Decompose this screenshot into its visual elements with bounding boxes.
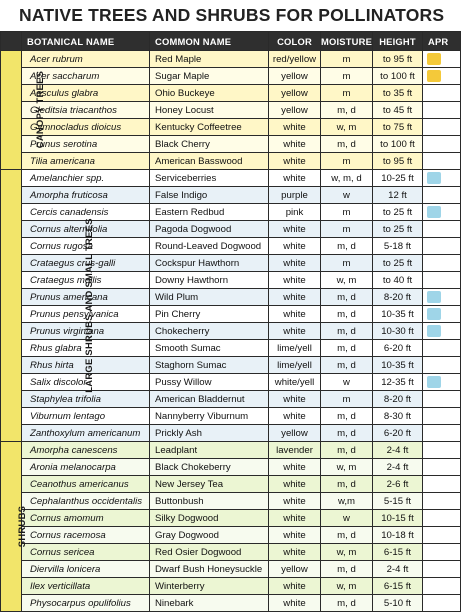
color-cell: white/yell (269, 374, 321, 391)
bloom-month-cell (423, 187, 461, 204)
color-cell: white (269, 136, 321, 153)
height-cell: 10-25 ft (373, 170, 423, 187)
botanical-name-cell: Gleditsia triacanthos (22, 102, 150, 119)
botanical-name-cell: Viburnum lentago (22, 408, 150, 425)
bloom-month-cell (423, 136, 461, 153)
table-row (1, 153, 461, 170)
height-cell: 5-10 ft (373, 595, 423, 612)
bloom-month-cell (423, 527, 461, 544)
height-cell: 10-15 ft (373, 510, 423, 527)
height-cell: 12 ft (373, 187, 423, 204)
common-name-cell: American Bladdernut (150, 391, 269, 408)
common-name-cell: Leadplant (150, 442, 269, 459)
botanical-name-cell: Cornus amomum (22, 510, 150, 527)
color-cell: white (269, 289, 321, 306)
moisture-cell: w, m, d (321, 170, 373, 187)
moisture-cell: m (321, 153, 373, 170)
color-cell: red/yellow (269, 51, 321, 68)
botanical-name-cell: Staphylea trifolia (22, 391, 150, 408)
common-name-cell: Ohio Buckeye (150, 85, 269, 102)
common-name-cell: Kentucky Coffeetree (150, 119, 269, 136)
botanical-name-cell: Amorpha fruticosa (22, 187, 150, 204)
height-cell: 10-18 ft (373, 527, 423, 544)
bloom-month-cell (423, 357, 461, 374)
moisture-cell: m, d (321, 425, 373, 442)
table-row (1, 102, 461, 119)
height-cell: 2-4 ft (373, 561, 423, 578)
common-name-cell: Wild Plum (150, 289, 269, 306)
group-label-text: LARGE SHRUBS AND SMALL TREES (82, 217, 94, 393)
color-cell: lavender (269, 442, 321, 459)
group-label-text: SHRUBS (16, 505, 28, 547)
height-cell: to 40 ft (373, 272, 423, 289)
height-cell: to 100 ft (373, 136, 423, 153)
header-moisture: MOISTURE (321, 32, 373, 51)
bloom-month-cell (423, 153, 461, 170)
common-name-cell: Nannyberry Viburnum (150, 408, 269, 425)
botanical-name-cell: Tilia americana (22, 153, 150, 170)
table-row (1, 306, 461, 323)
moisture-cell: m (321, 221, 373, 238)
color-cell: white (269, 170, 321, 187)
color-cell: purple (269, 187, 321, 204)
moisture-cell: m, d (321, 102, 373, 119)
moisture-cell: m (321, 68, 373, 85)
table-row (1, 459, 461, 476)
table-row (1, 408, 461, 425)
common-name-cell: Staghorn Sumac (150, 357, 269, 374)
botanical-name-cell: Cephalanthus occidentalis (22, 493, 150, 510)
botanical-name-cell: Diervilla lonicera (22, 561, 150, 578)
height-cell: 6-15 ft (373, 578, 423, 595)
color-cell: white (269, 544, 321, 561)
botanical-name-cell: Crataegus mollis (22, 272, 150, 289)
table-row (1, 170, 461, 187)
bloom-month-cell (423, 340, 461, 357)
moisture-cell: w, m (321, 544, 373, 561)
color-cell: white (269, 408, 321, 425)
height-cell: to 25 ft (373, 255, 423, 272)
common-name-cell: Gray Dogwood (150, 527, 269, 544)
color-cell: white (269, 578, 321, 595)
botanical-name-cell: Physocarpus opulifolius (22, 595, 150, 612)
bloom-month-cell (423, 102, 461, 119)
moisture-cell: m, d (321, 527, 373, 544)
height-cell: to 100 ft (373, 68, 423, 85)
botanical-name-cell: Amorpha canescens (22, 442, 150, 459)
table-row (1, 425, 461, 442)
height-cell: 6-20 ft (373, 425, 423, 442)
common-name-cell: Smooth Sumac (150, 340, 269, 357)
botanical-name-cell: Cornus racemosa (22, 527, 150, 544)
botanical-name-cell: Crataegus crus-galli (22, 255, 150, 272)
bloom-month-cell (423, 68, 461, 85)
common-name-cell: Chokecherry (150, 323, 269, 340)
color-cell: lime/yell (269, 340, 321, 357)
common-name-cell: Pin Cherry (150, 306, 269, 323)
header-height: HEIGHT (373, 32, 423, 51)
page-title: NATIVE TREES AND SHRUBS FOR POLLINATORS (19, 5, 445, 25)
botanical-name-cell: Rhus glabra (22, 340, 150, 357)
common-name-cell: Serviceberries (150, 170, 269, 187)
table-row (1, 85, 461, 102)
moisture-cell: w, m (321, 119, 373, 136)
height-cell: 10-35 ft (373, 306, 423, 323)
color-cell: yellow (269, 102, 321, 119)
botanical-name-cell: Prunus pensylvanica (22, 306, 150, 323)
botanical-name-cell: Cornus rugosa (22, 238, 150, 255)
bloom-month-cell (423, 561, 461, 578)
table-row (1, 357, 461, 374)
header-common-name: COMMON NAME (150, 32, 269, 51)
bloom-month-cell (423, 459, 461, 476)
color-cell: white (269, 238, 321, 255)
table-row (1, 187, 461, 204)
common-name-cell: Winterberry (150, 578, 269, 595)
moisture-cell: w, m (321, 272, 373, 289)
height-cell: 2-6 ft (373, 476, 423, 493)
height-cell: to 75 ft (373, 119, 423, 136)
moisture-cell: m (321, 51, 373, 68)
table-row (1, 578, 461, 595)
table-row (1, 119, 461, 136)
height-cell: 10-30 ft (373, 323, 423, 340)
moisture-cell: m, d (321, 340, 373, 357)
botanical-name-cell: Prunus virginiana (22, 323, 150, 340)
moisture-cell: m (321, 255, 373, 272)
table-row (1, 442, 461, 459)
color-cell: white (269, 255, 321, 272)
color-cell: white (269, 493, 321, 510)
moisture-cell: w, m (321, 578, 373, 595)
table-row (1, 561, 461, 578)
color-cell: white (269, 527, 321, 544)
bloom-month-cell (423, 323, 461, 340)
height-cell: 5-15 ft (373, 493, 423, 510)
height-cell: to 25 ft (373, 204, 423, 221)
common-name-cell: Cockspur Hawthorn (150, 255, 269, 272)
color-cell: pink (269, 204, 321, 221)
table-row (1, 391, 461, 408)
common-name-cell: Red Osier Dogwood (150, 544, 269, 561)
bloom-bar (427, 53, 441, 65)
table-row (1, 204, 461, 221)
color-cell: white (269, 459, 321, 476)
height-cell: to 95 ft (373, 153, 423, 170)
common-name-cell: Downy Hawthorn (150, 272, 269, 289)
botanical-name-cell: Rhus hirta (22, 357, 150, 374)
color-cell: white (269, 323, 321, 340)
table-row (1, 255, 461, 272)
bloom-month-cell (423, 119, 461, 136)
bloom-month-cell (423, 289, 461, 306)
common-name-cell: Prickly Ash (150, 425, 269, 442)
table-row (1, 340, 461, 357)
height-cell: to 35 ft (373, 85, 423, 102)
bloom-month-cell (423, 476, 461, 493)
bloom-month-cell (423, 595, 461, 612)
moisture-cell: m, d (321, 136, 373, 153)
common-name-cell: American Basswood (150, 153, 269, 170)
bloom-month-cell (423, 272, 461, 289)
table-row (1, 544, 461, 561)
bloom-month-cell (423, 442, 461, 459)
table-row (1, 68, 461, 85)
bloom-bar (427, 172, 441, 184)
botanical-name-cell: Gymnocladus dioicus (22, 119, 150, 136)
color-cell: white (269, 476, 321, 493)
height-cell: 6-20 ft (373, 340, 423, 357)
common-name-cell: New Jersey Tea (150, 476, 269, 493)
color-cell: white (269, 595, 321, 612)
color-cell: white (269, 221, 321, 238)
botanical-name-cell: Prunus americana (22, 289, 150, 306)
color-cell: white (269, 391, 321, 408)
color-cell: yellow (269, 425, 321, 442)
bloom-month-cell (423, 493, 461, 510)
moisture-cell: w (321, 510, 373, 527)
moisture-cell: w (321, 187, 373, 204)
moisture-cell: w (321, 374, 373, 391)
bloom-month-cell (423, 425, 461, 442)
moisture-cell: m, d (321, 357, 373, 374)
botanical-name-cell: Acer saccharum (22, 68, 150, 85)
bloom-month-cell (423, 408, 461, 425)
height-cell: 10-35 ft (373, 357, 423, 374)
common-name-cell: Black Chokeberry (150, 459, 269, 476)
bloom-bar (427, 206, 441, 218)
bloom-bar (427, 70, 441, 82)
moisture-cell: m (321, 85, 373, 102)
bloom-bar (427, 376, 441, 388)
table-row (1, 272, 461, 289)
moisture-cell: m, d (321, 323, 373, 340)
header-color: COLOR (269, 32, 321, 51)
botanical-name-cell: Ceanothus americanus (22, 476, 150, 493)
botanical-name-cell: Aronia melanocarpa (22, 459, 150, 476)
bloom-bar (427, 291, 441, 303)
bloom-month-cell (423, 221, 461, 238)
color-cell: white (269, 272, 321, 289)
height-cell: to 95 ft (373, 51, 423, 68)
moisture-cell: m, d (321, 238, 373, 255)
common-name-cell: Round-Leaved Dogwood (150, 238, 269, 255)
height-cell: 2-4 ft (373, 459, 423, 476)
bloom-month-cell (423, 51, 461, 68)
table-row (1, 221, 461, 238)
group-label-text: CANOPY TREES (34, 70, 46, 149)
bloom-month-cell (423, 255, 461, 272)
bloom-bar (427, 308, 441, 320)
header-botanical-name: BOTANICAL NAME (22, 32, 150, 51)
bloom-month-cell (423, 510, 461, 527)
common-name-cell: Pussy Willow (150, 374, 269, 391)
botanical-name-cell: Aesculus glabra (22, 85, 150, 102)
botanical-name-cell: Cercis canadensis (22, 204, 150, 221)
table-row (1, 493, 461, 510)
table-row (1, 238, 461, 255)
height-cell: to 25 ft (373, 221, 423, 238)
color-cell: yellow (269, 68, 321, 85)
common-name-cell: Buttonbush (150, 493, 269, 510)
moisture-cell: m, d (321, 476, 373, 493)
common-name-cell: Dwarf Bush Honeysuckle (150, 561, 269, 578)
common-name-cell: Black Cherry (150, 136, 269, 153)
bloom-month-cell (423, 238, 461, 255)
color-cell: yellow (269, 561, 321, 578)
height-cell: to 45 ft (373, 102, 423, 119)
moisture-cell: m, d (321, 306, 373, 323)
height-cell: 8-20 ft (373, 391, 423, 408)
table-row (1, 476, 461, 493)
botanical-name-cell: Amelanchier spp. (22, 170, 150, 187)
bloom-month-cell (423, 204, 461, 221)
group-label-shrubs (1, 442, 28, 612)
bloom-month-cell (423, 374, 461, 391)
botanical-name-cell: Zanthoxylum americanum (22, 425, 150, 442)
table-row (1, 527, 461, 544)
bloom-month-cell (423, 391, 461, 408)
color-cell: lime/yell (269, 357, 321, 374)
height-cell: 8-30 ft (373, 408, 423, 425)
header-month-apr: APR (423, 32, 461, 51)
group-header-cell (1, 32, 22, 51)
moisture-cell: m, d (321, 442, 373, 459)
height-cell: 5-18 ft (373, 238, 423, 255)
botanical-name-cell: Cornus alternifolia (22, 221, 150, 238)
table-body (1, 51, 461, 612)
height-cell: 6-15 ft (373, 544, 423, 561)
group-label-canopy (1, 51, 46, 170)
common-name-cell: Silky Dogwood (150, 510, 269, 527)
common-name-cell: Ninebark (150, 595, 269, 612)
table-row (1, 374, 461, 391)
common-name-cell: False Indigo (150, 187, 269, 204)
moisture-cell: w,m (321, 493, 373, 510)
bloom-month-cell (423, 306, 461, 323)
moisture-cell: m (321, 391, 373, 408)
table-row (1, 51, 461, 68)
common-name-cell: Sugar Maple (150, 68, 269, 85)
botanical-name-cell: Prunus serotina (22, 136, 150, 153)
table-row (1, 323, 461, 340)
botanical-name-cell: Ilex verticillata (22, 578, 150, 595)
moisture-cell: m, d (321, 408, 373, 425)
common-name-cell: Red Maple (150, 51, 269, 68)
table-row (1, 136, 461, 153)
table-header-row (1, 32, 461, 51)
moisture-cell: m, d (321, 289, 373, 306)
moisture-cell: m, d (321, 595, 373, 612)
common-name-cell: Honey Locust (150, 102, 269, 119)
bloom-month-cell (423, 544, 461, 561)
moisture-cell: m, d (321, 561, 373, 578)
botanical-name-cell: Cornus sericea (22, 544, 150, 561)
table-row (1, 289, 461, 306)
botanical-name-cell: Salix discolor (22, 374, 150, 391)
bloom-month-cell (423, 578, 461, 595)
botanical-name-cell: Acer rubrum (22, 51, 150, 68)
table-row (1, 595, 461, 612)
moisture-cell: w, m (321, 459, 373, 476)
color-cell: white (269, 510, 321, 527)
table-row (1, 510, 461, 527)
common-name-cell: Eastern Redbud (150, 204, 269, 221)
bloom-month-cell (423, 85, 461, 102)
color-cell: white (269, 153, 321, 170)
height-cell: 2-4 ft (373, 442, 423, 459)
bloom-month-cell (423, 170, 461, 187)
color-cell: yellow (269, 85, 321, 102)
bloom-bar (427, 325, 441, 337)
color-cell: white (269, 306, 321, 323)
common-name-cell: Pagoda Dogwood (150, 221, 269, 238)
pollinator-plant-table (0, 31, 461, 612)
height-cell: 8-20 ft (373, 289, 423, 306)
height-cell: 12-35 ft (373, 374, 423, 391)
color-cell: white (269, 119, 321, 136)
moisture-cell: m (321, 204, 373, 221)
